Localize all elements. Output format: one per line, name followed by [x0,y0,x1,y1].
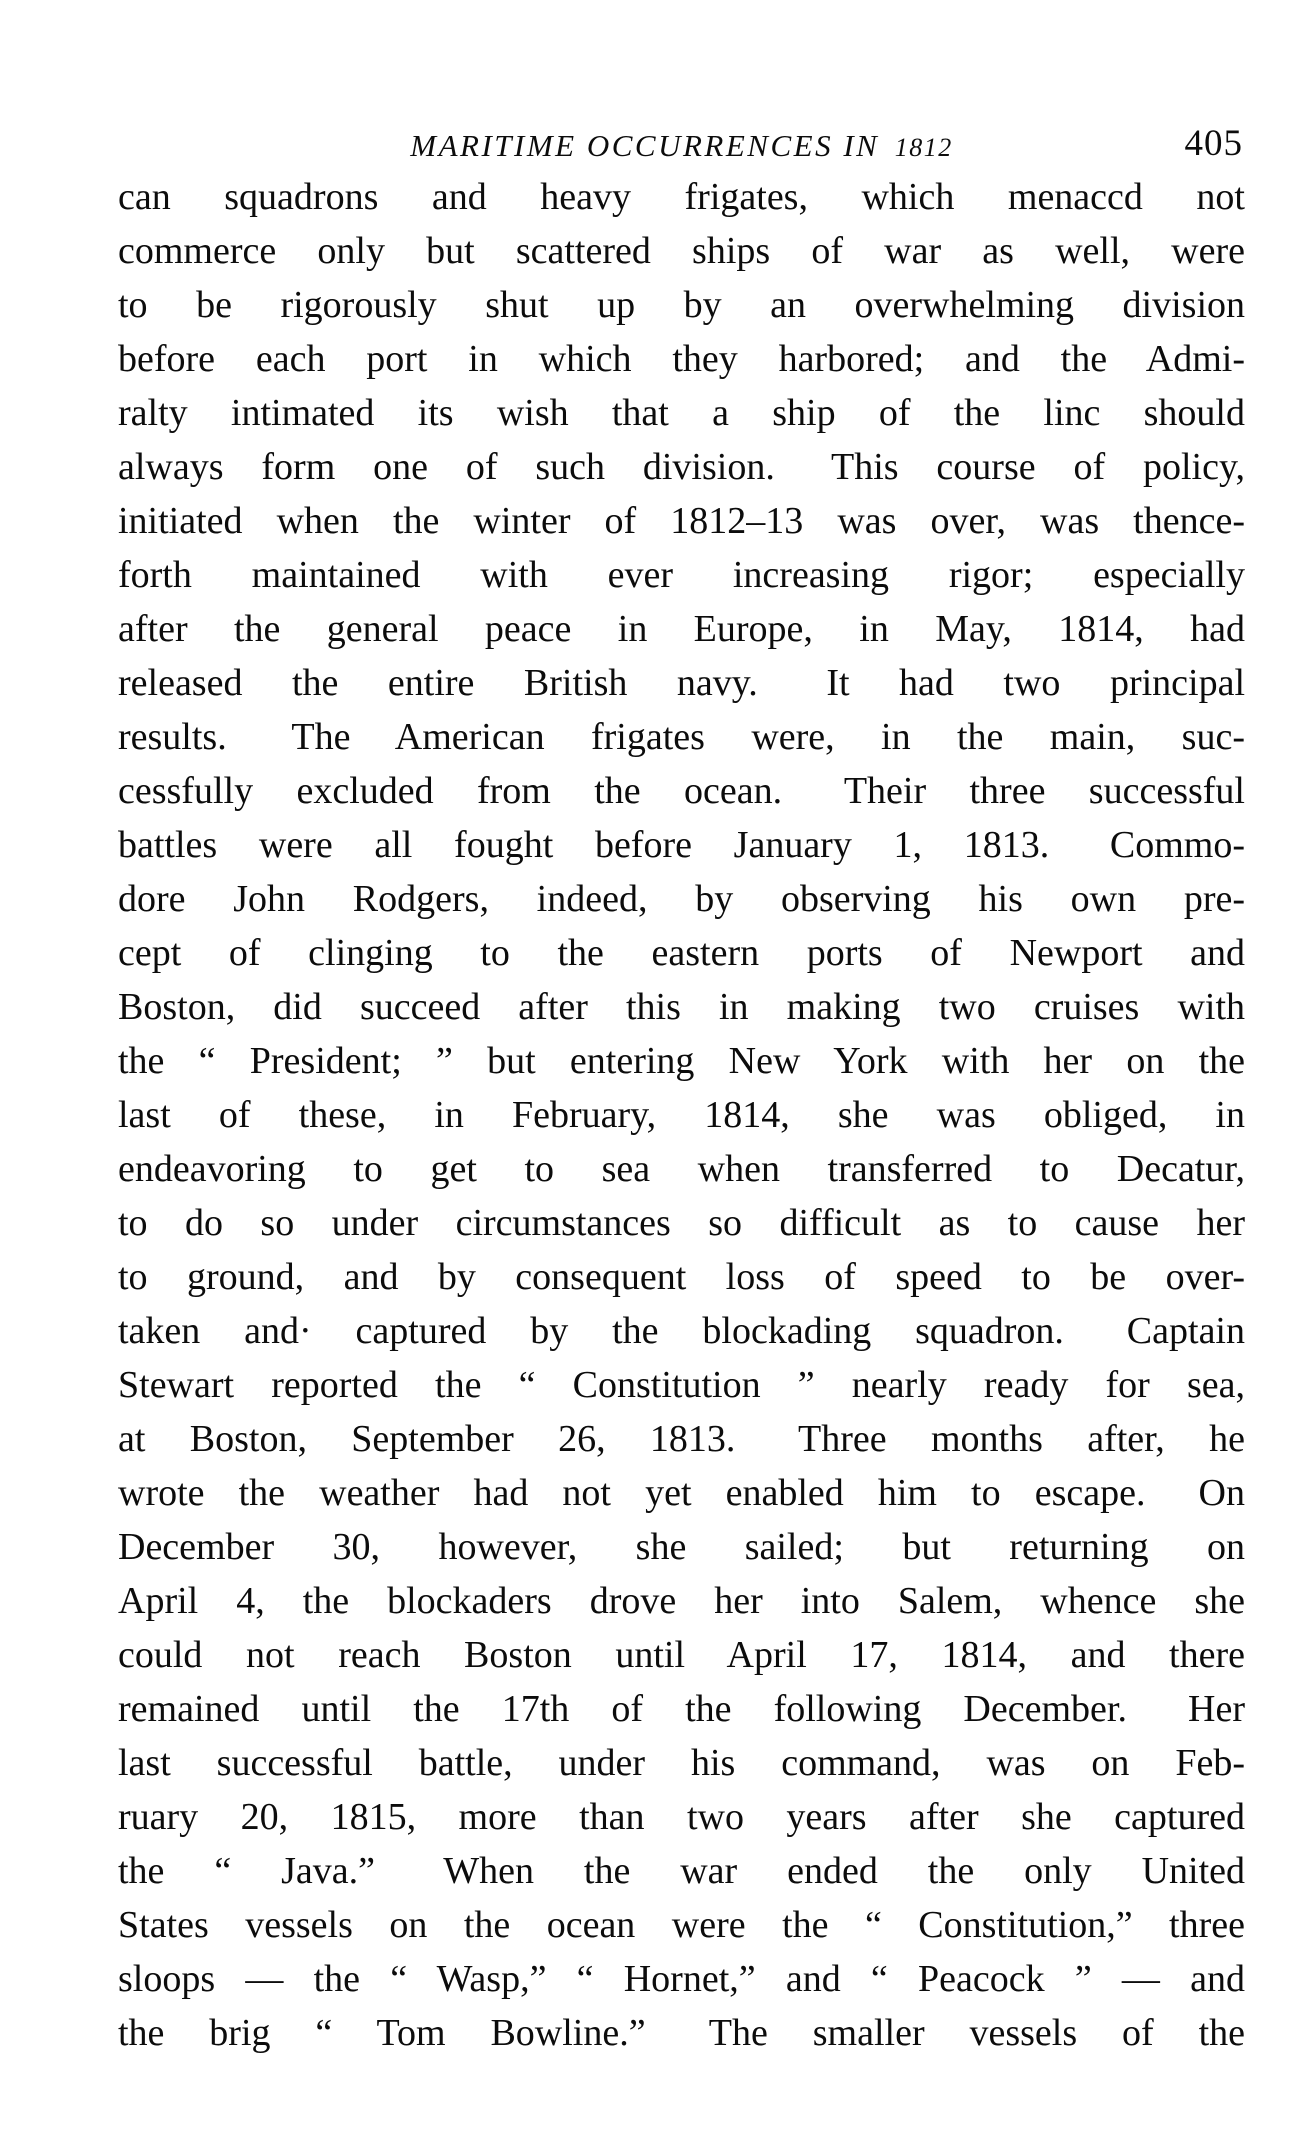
text-line: cept of clinging to the eastern ports of Newport and [118,932,1245,974]
text-line: Boston, did succeed after this in making two cruises with [118,986,1245,1028]
page-title-year: 1812 [894,133,953,162]
text-line: initiated when the winter of 1812–13 was over, was thence- [118,500,1245,542]
text-line: cessfully excluded from the ocean. Their three successful [118,770,1245,812]
text-line: the “ President; ” but entering New York with her on the [118,1040,1245,1082]
text-line: the brig “ Tom Bowline.” The smaller vessels of the [118,2012,1245,2054]
text-line: States vessels on the ocean were the “ Constitution,” three [118,1904,1245,1946]
text-line: to be rigorously shut up by an overwhelming division [118,284,1245,326]
text-line: ruary 20, 1815, more than two years after she captured [118,1796,1245,1838]
text-line: April 4, the blockaders drove her into Salem, whence she [118,1580,1245,1622]
page-number: 405 [1184,123,1243,164]
text-line: to ground, and by consequent loss of speed to be over- [118,1256,1245,1298]
text-line: before each port in which they harbored; and the Admi- [118,338,1245,380]
text-line: wrote the weather had not yet enabled him to escape. On [118,1472,1245,1514]
text-line: results. The American frigates were, in the main, suc- [118,716,1245,758]
text-line: December 30, however, she sailed; but returning on [118,1526,1245,1568]
text-line: can squadrons and heavy frigates, which menaccd not [118,176,1245,218]
text-line: commerce only but scattered ships of war as well, were [118,230,1245,272]
text-line: last successful battle, under his command, was on Feb- [118,1742,1245,1784]
text-line: last of these, in February, 1814, she was obliged, in [118,1094,1245,1136]
text-line: Stewart reported the “ Constitution ” nearly ready for sea, [118,1364,1245,1406]
text-line: could not reach Boston until April 17, 1814, and there [118,1634,1245,1676]
text-line: ralty intimated its wish that a ship of the linc should [118,392,1245,434]
text-line: sloops — the “ Wasp,” “ Hornet,” and “ Peacock ” — and [118,1958,1245,2000]
text-line: the “ Java.” When the war ended the only United [118,1850,1245,1892]
page-body [118,170,1245,2060]
text-line: forth maintained with ever increasing rigor; especially [118,554,1245,596]
running-head [118,128,1245,164]
text-line: to do so under circumstances so difficult as to cause her [118,1202,1245,1244]
text-line: remained until the 17th of the following December. Her [118,1688,1245,1730]
text-line: battles were all fought before January 1, 1813. Commo- [118,824,1245,866]
text-line: taken and· captured by the blockading squadron. Captain [118,1310,1245,1352]
text-line: endeavoring to get to sea when transferred to Decatur, [118,1148,1245,1190]
page-header [118,124,1245,172]
page-title: MARITIME OCCURRENCES IN [410,128,880,163]
text-line: at Boston, September 26, 1813. Three months after, he [118,1418,1245,1460]
text-line: released the entire British navy. It had two principal [118,662,1245,704]
text-line: always form one of such division. This course of policy, [118,446,1245,488]
text-line: after the general peace in Europe, in May, 1814, had [118,608,1245,650]
text-line: dore John Rodgers, indeed, by observing his own pre- [118,878,1245,920]
